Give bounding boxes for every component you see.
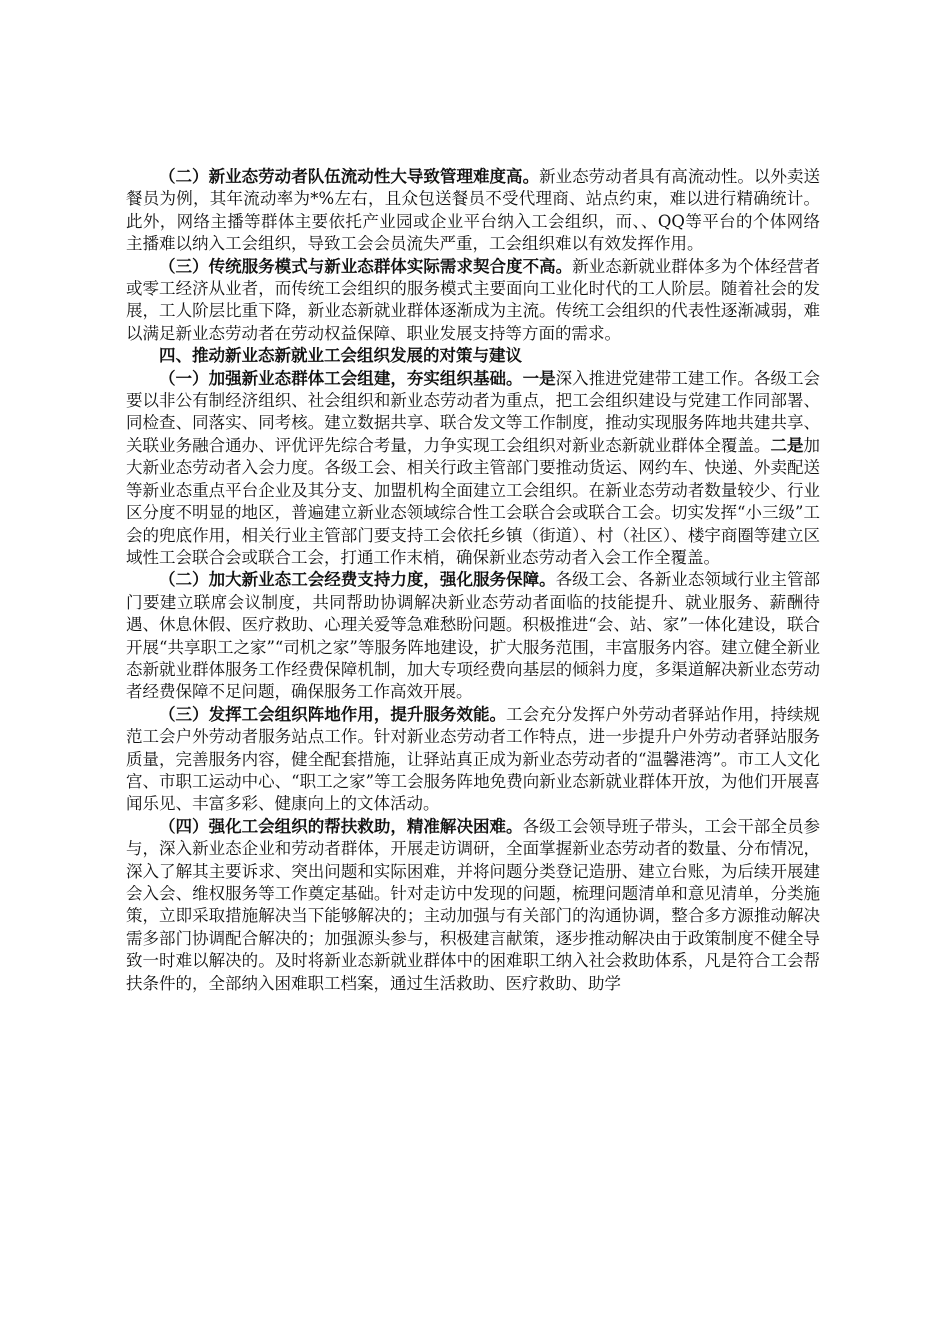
section-paragraph-3 [126,704,820,816]
paragraph-lead: （三）传统服务模式与新业态群体实际需求契合度不高。 [159,256,573,276]
paragraph-3 [126,256,820,346]
paragraph-body: 工会充分发挥户外劳动者驿站作用，持续规范工会户外劳动者服务站点工作。针对新业态劳动者工作特点，进一步提升户外劳动者驿站服务质量，完善服务内容，健全配套措施，让驿站真正成为新业态劳动者的“温馨港湾”。市工人文化宫、市职工运动中心、“职工之家”等工会服务阵地免费向新业态新就业群体开放，为他们开展喜闻乐见、丰富多彩、健康向上的文体活动。 [126,704,821,814]
paragraph-lead: （一）加强新业态群体工会组建，夯实组织基础。 [159,368,523,388]
paragraph-2 [126,166,820,256]
paragraph-body: 新业态劳动者具有高流动性。以外卖送餐员为例，其年流动率为*%左右，且众包送餐员不受代理商、站点约束，难以进行精确统计。此外，网络主播等群体主要依托产业园或企业平台纳入工会组织，而、、QQ等平台的个体网络主播难以纳入工会组织，导致工会会员流失严重，工会组织难以有效发挥作用。 [126,167,821,254]
paragraph-body: 各级工会领导班子带头，工会干部全员参与，深入新业态企业和劳动者群体，开展走访调研，全面掌握新业态劳动者的数量、分布情况，深入了解其主要诉求、突出问题和实际困难，并将问题分类登记造册、建立台账，为后续开展建会入会、维权服务等工作奠定基础。针对走访中发现的问题，梳理问题清单和意见清单，分类施策，立即采取措施解决当下能够解决的；主动加强与有关部门的沟通协调，整合多方源推动解决需多部门协调配合解决的；加强源头参与，积极建言献策，逐步推动解决由于政策制度不健全导致一时难以解决的。及时将新业态新就业群体中的困难职工纳入社会救助体系，凡是符合工会帮扶条件的，全部纳入困难职工档案，通过生活救助、医疗救助、助学 [126,816,821,993]
paragraph-lead: （四）强化工会组织的帮扶救助，精准解决困难。 [159,816,523,836]
paragraph-lead: （二）新业态劳动者队伍流动性大导致管理难度高。 [159,167,540,186]
section-paragraph-1 [126,368,820,570]
paragraph-body: 新业态新就业群体多为个体经营者或零工经济从业者，而传统工会组织的服务模式主要面向工业化时代的工人阶层。随着社会的发展，工人阶层比重下降，新业态新就业群体逐渐成为主流。传统工会组织的代表性逐渐减弱，难以满足新业态劳动者在劳动权益保障、职业发展支持等方面的需求。 [126,256,821,343]
point-one-body: 深入推进党建带工建工作。各级工会要以非公有制经济组织、社会组织和新业态劳动者为重点，把工会组织建设与党建工作同部署、同检查、同落实、同考核。建立数据共享、联合发文等工作制度，推动实现服务阵地共建共享、关联业务融合通办、评优评先综合考量，力争实现工会组织对新业态新就业群体全覆盖。 [126,368,821,455]
point-one-lead: 一是 [522,368,556,388]
point-two-body: 加大新业态劳动者入会力度。各级工会、相关行政主管部门要推动货运、网约车、快递、外卖配送等新业态重点平台企业及其分支、加盟机构全面建立工会组织。在新业态劳动者数量较少、行业区分度不明显的地区，普遍建立新业态领域综合性工会联合会或联合工会。切实发挥“小三级”工会的兜底作用，相关行业主管部门要支持工会依托乡镇（街道）、村（社区）、楼宇商圈等建立区域性工会联合会或联合工会，打通工作末梢，确保新业态劳动者入会工作全覆盖。 [126,435,821,567]
document-page [126,166,820,995]
section-heading: 四、推动新业态新就业工会组织发展的对策与建议 [159,346,522,366]
paragraph-lead: （二）加大新业态工会经费支持力度，强化服务保障。 [159,570,556,590]
paragraph-lead: （三）发挥工会组织阵地作用，提升服务效能。 [159,704,507,724]
point-two-lead: 二是 [770,435,804,455]
section-paragraph-2 [126,569,820,703]
paragraph-body: 各级工会、各新业态领域行业主管部门要建立联席会议制度，共同帮助协调解决新业态劳动者面临的技能提升、就业服务、薪酬待遇、休息休假、医疗救助、心理关爱等急难愁盼问题。积极推进“会、站、家”一体化建设，联合开展“共享职工之家”“司机之家”等服务阵地建设，扩大服务范围，丰富服务内容。建立健全新业态新就业群体服务工作经费保障机制，加大专项经费向基层的倾斜力度，多渠道解决新业态劳动者经费保障不足问题，确保服务工作高效开展。 [126,570,821,702]
section-paragraph-4 [126,816,820,995]
